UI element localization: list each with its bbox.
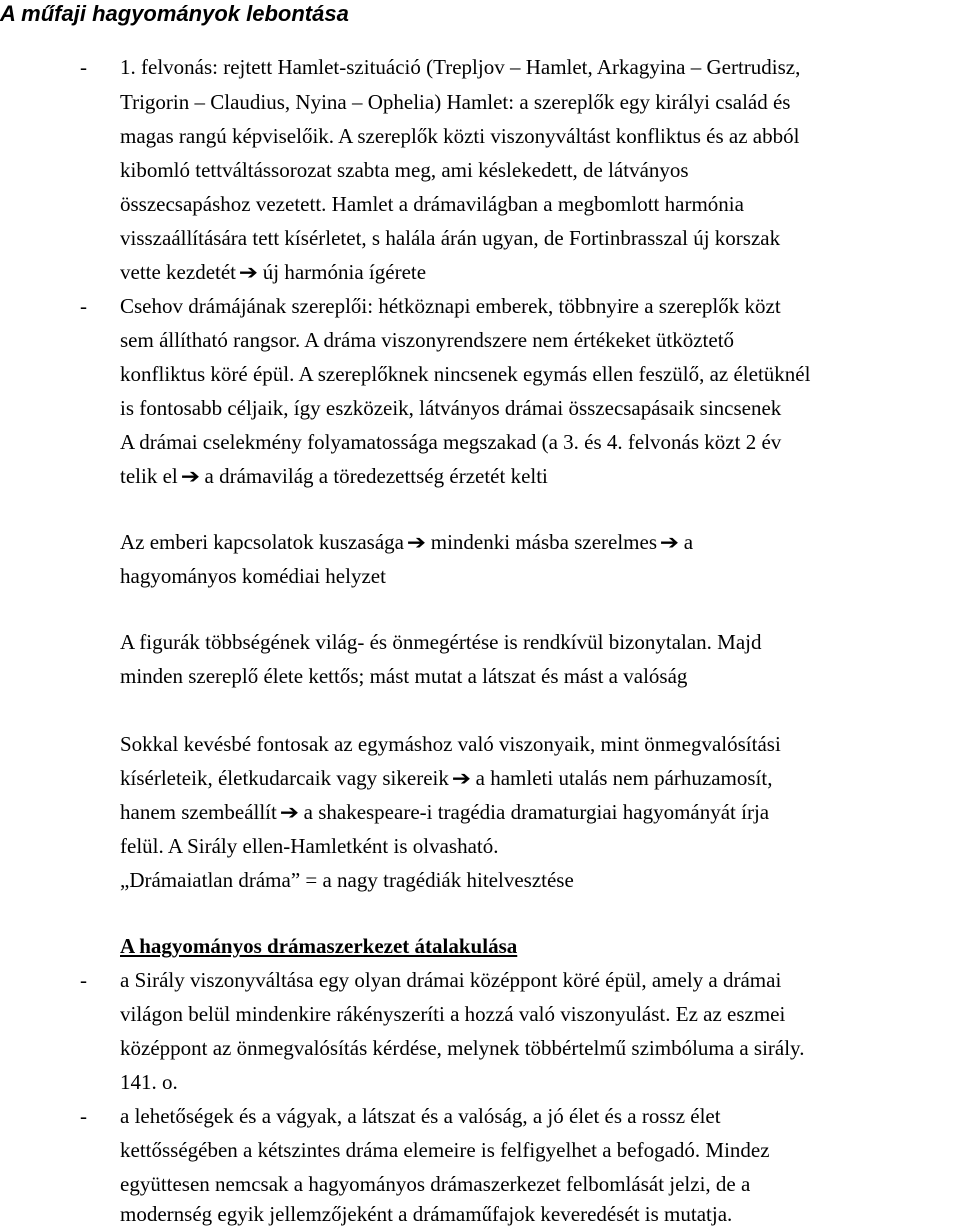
arrow-right-icon: ➔	[279, 800, 299, 824]
bullet4-line-3: együttesen nemcsak a hagyományos drámaszerkezet felbomlását jelzi, de a	[120, 1172, 751, 1196]
para2-line-2: minden szereplő élete kettős; mást mutat a látszat és mást a valóság	[120, 664, 688, 688]
section1-line-1: 1. felvonás: rejtett Hamlet-szituáció (Trepljov – Hamlet, Arkagyina – Gertrudisz,	[120, 55, 801, 79]
bullet3-line-2: világon belül mindenkire rákényszeríti a hozzá való viszonyulást. Ez az eszmei	[120, 1002, 786, 1026]
para3-line-5: „Drámaiatlan dráma” = a nagy tragédiák hitelvesztése	[120, 868, 574, 892]
para3-line-1: Sokkal kevésbé fontosak az egymáshoz való viszonyaik, mint önmegvalósítási	[120, 732, 781, 756]
section2-line-6	[120, 462, 548, 490]
bullet-dash: -	[80, 294, 87, 318]
section1-line-2: Trigorin – Claudius, Nyina – Ophelia) Hamlet: a szereplők egy királyi család és	[120, 90, 791, 114]
para3-line-3b: a shakespeare-i tragédia dramaturgiai hagyományát írja	[303, 800, 770, 824]
section2-line-2: sem állítható rangsor. A dráma viszonyrendszere nem értékeket ütköztető	[120, 328, 735, 352]
para1-part-2: mindenki másba szerelmes	[430, 530, 658, 554]
section2-line-5: A drámai cselekmény folyamatossága megszakad (a 3. és 4. felvonás közt 2 év	[120, 430, 782, 454]
section1-line-7-result: új harmónia ígérete	[262, 260, 427, 284]
para3-line-4: felül. A Sirály ellen-Hamletként is olvasható.	[120, 834, 499, 858]
bullet3-line-4: 141. o.	[120, 1070, 178, 1094]
section1-line-6: visszaállítására tett kísérletet, s halála árán ugyan, de Fortinbrasszal új korszak	[120, 226, 781, 250]
arrow-right-icon: ➔	[238, 260, 259, 284]
para1-part-3: a	[683, 530, 694, 554]
para1-part-1: Az emberi kapcsolatok kuszasága	[120, 530, 404, 554]
bullet4-line-2: kettősségében a kétszintes dráma elemeire is felfigyelhet a befogadó. Mindez	[120, 1138, 770, 1162]
arrow-right-icon: ➔	[659, 530, 680, 554]
para3-line-3a: hanem szembeállít	[120, 800, 277, 824]
bullet4-line-4: modernség egyik jellemzőjeként a drámaműfajok keveredését is mutatja.	[120, 1202, 733, 1226]
bullet3-line-3: középpont az önmegvalósítás kérdése, melynek többértelmű szimbóluma a sirály.	[120, 1036, 805, 1060]
section2-line-4: is fontosabb céljaik, így eszközeik, látványos drámai összecsapásaik sincsenek	[120, 396, 782, 420]
bullet4-line-1: a lehetőségek és a vágyak, a látszat és a valóság, a jó élet és a rossz élet	[120, 1104, 721, 1128]
section1-line-7-text: vette kezdetét	[120, 260, 237, 284]
para3-line-2	[120, 764, 772, 792]
para1-line-1	[120, 528, 693, 556]
para3-line-2a: kísérleteik, életkudarcaik vagy sikereik	[120, 766, 449, 790]
section1-line-4: kibomló tettváltássorozat szabta meg, ami késlekedett, de látványos	[120, 158, 689, 182]
arrow-right-icon: ➔	[406, 530, 427, 554]
document-title: A műfaji hagyományok lebontása	[0, 1, 349, 26]
bullet-dash: -	[80, 1104, 87, 1128]
section2-line-3: konfliktus köré épül. A szereplőknek nincsenek egymás ellen feszülő, az életüknél	[120, 362, 811, 386]
arrow-right-icon: ➔	[451, 766, 471, 790]
bullet-dash: -	[80, 968, 87, 992]
bullet3-line-1: a Sirály viszonyváltása egy olyan drámai középpont köré épül, amely a drámai	[120, 968, 782, 992]
bullet-dash: -	[80, 55, 87, 79]
section1-line-3: magas rangú képviselőik. A szereplők közti viszonyváltást konfliktus és az abból	[120, 124, 800, 148]
arrow-right-icon: ➔	[180, 464, 200, 488]
section2-line-6-text: telik el	[120, 464, 178, 488]
section1-line-7	[120, 258, 426, 286]
para3-line-2b: a hamleti utalás nem párhuzamosít,	[475, 766, 773, 790]
section-heading: A hagyományos drámaszerkezet átalakulása	[120, 934, 518, 958]
para3-line-3	[120, 798, 769, 826]
section1-line-5: összecsapáshoz vezetett. Hamlet a drámavilágban a megbomlott harmónia	[120, 192, 744, 216]
section2-line-6-result: a drámavilág a töredezettség érzetét kelti	[204, 464, 548, 488]
section2-line-1: Csehov drámájának szereplői: hétköznapi emberek, többnyire a szereplők közt	[120, 294, 781, 318]
para2-line-1: A figurák többségének világ- és önmegértése is rendkívül bizonytalan. Majd	[120, 630, 762, 654]
para1-line-2: hagyományos komédiai helyzet	[120, 564, 386, 588]
